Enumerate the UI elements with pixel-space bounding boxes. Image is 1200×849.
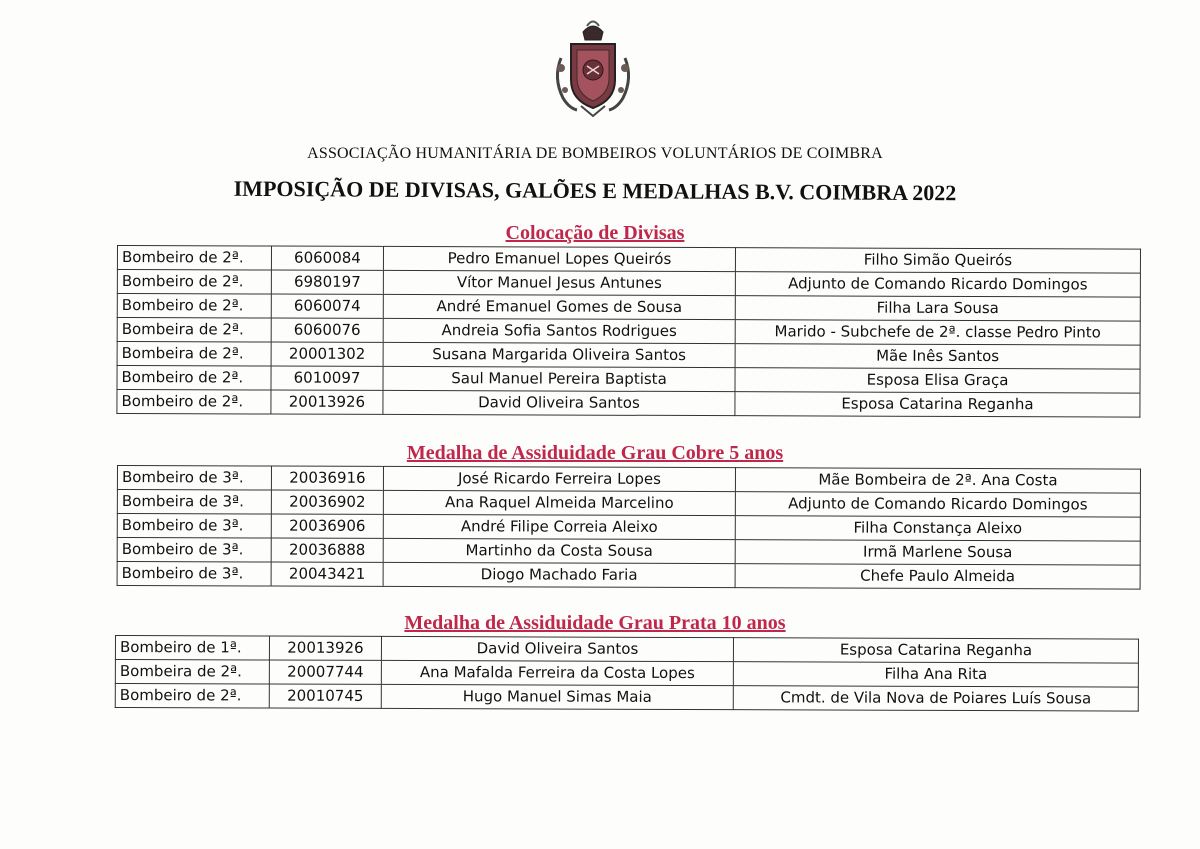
table-row <box>117 514 1140 542</box>
rank-cell: Bombeiro de 3ª. <box>117 514 271 539</box>
guest-cell: Mãe Bombeira de 2ª. Ana Costa <box>735 468 1140 493</box>
name-cell: Ana Mafalda Ferreira da Costa Lopes <box>381 660 733 685</box>
number-cell: 20043421 <box>271 562 383 586</box>
section-title-cobre: Medalha de Assiduidade Grau Cobre 5 anos <box>406 442 784 464</box>
table-row <box>117 490 1140 518</box>
name-cell: Andreia Sofia Santos Rodrigues <box>383 318 735 343</box>
name-cell: Hugo Manuel Simas Maia <box>381 684 733 709</box>
name-cell: José Ricardo Ferreira Lopes <box>383 466 735 491</box>
page-title: IMPOSIÇÃO DE DIVISAS, GALÕES E MEDALHAS B.V. COIMBRA 2022 <box>233 175 957 206</box>
name-cell: David Oliveira Santos <box>381 636 733 661</box>
name-cell: Vítor Manuel Jesus Antunes <box>383 270 735 295</box>
number-cell: 20036916 <box>271 466 383 490</box>
section-title-prata: Medalha de Assiduidade Grau Prata 10 anos <box>404 612 786 634</box>
rank-cell: Bombeira de 3ª. <box>117 490 271 515</box>
guest-cell: Adjunto de Comando Ricardo Domingos <box>735 492 1140 517</box>
guest-cell: Mãe Inês Santos <box>735 344 1140 369</box>
number-cell: 20013926 <box>271 390 383 414</box>
rank-cell: Bombeiro de 2ª. <box>117 294 271 319</box>
rank-cell: Bombeiro de 3ª. <box>117 538 271 563</box>
table-row <box>117 466 1140 494</box>
guest-cell: Esposa Catarina Reganha <box>733 638 1138 663</box>
guest-cell: Filha Constança Aleixo <box>735 516 1140 541</box>
table-row <box>117 562 1140 590</box>
number-cell: 6060084 <box>271 246 383 270</box>
name-cell: David Oliveira Santos <box>383 390 735 415</box>
table-cobre <box>117 465 1141 590</box>
guest-cell: Filho Simão Queirós <box>735 248 1140 273</box>
number-cell: 20007744 <box>269 660 381 684</box>
rank-cell: Bombeira de 2ª. <box>117 318 271 343</box>
number-cell: 20013926 <box>269 636 381 660</box>
guest-cell: Filha Lara Sousa <box>735 296 1140 321</box>
rank-cell: Bombeiro de 2ª. <box>117 390 271 415</box>
name-cell: Ana Raquel Almeida Marcelino <box>383 490 735 515</box>
table-row <box>117 538 1140 566</box>
table-row <box>117 318 1140 346</box>
table-row <box>117 270 1140 298</box>
number-cell: 20036906 <box>271 514 383 538</box>
table-row <box>117 246 1140 274</box>
name-cell: Martinho da Costa Sousa <box>383 538 735 563</box>
guest-cell: Chefe Paulo Almeida <box>735 564 1140 589</box>
table-divisas <box>116 245 1141 418</box>
name-cell: Diogo Machado Faria <box>383 562 735 587</box>
guest-cell: Adjunto de Comando Ricardo Domingos <box>735 272 1140 297</box>
table-row <box>115 636 1138 664</box>
table-row <box>117 342 1140 370</box>
table-row <box>117 390 1140 418</box>
guest-cell: Filha Ana Rita <box>733 662 1138 687</box>
name-cell: André Filipe Correia Aleixo <box>383 514 735 539</box>
number-cell: 20036888 <box>271 538 383 562</box>
table-row <box>117 366 1140 394</box>
number-cell: 20010745 <box>269 684 381 708</box>
number-cell: 6060074 <box>271 294 383 318</box>
rank-cell: Bombeiro de 2ª. <box>117 366 271 391</box>
table-prata <box>115 635 1139 712</box>
number-cell: 20036902 <box>271 490 383 514</box>
name-cell: André Emanuel Gomes de Sousa <box>383 294 735 319</box>
number-cell: 6060076 <box>271 318 383 342</box>
guest-cell: Irmã Marlene Sousa <box>735 540 1140 565</box>
section-title-divisas: Colocação de Divisas <box>505 222 685 244</box>
rank-cell: Bombeiro de 3ª. <box>117 466 271 491</box>
rank-cell: Bombeiro de 3ª. <box>117 562 271 587</box>
rank-cell: Bombeiro de 2ª. <box>115 684 269 709</box>
rank-cell: Bombeiro de 2ª. <box>117 270 271 295</box>
table-row <box>117 294 1140 322</box>
name-cell: Saul Manuel Pereira Baptista <box>383 366 735 391</box>
rank-cell: Bombeiro de 2ª. <box>117 246 271 271</box>
rank-cell: Bombeira de 2ª. <box>117 342 271 367</box>
guest-cell: Esposa Catarina Reganha <box>735 392 1140 417</box>
organization-name: ASSOCIAÇÃO HUMANITÁRIA DE BOMBEIROS VOLUNTÁRIOS DE COIMBRA <box>307 145 883 162</box>
guest-cell: Marido - Subchefe de 2ª. classe Pedro Pinto <box>735 320 1140 345</box>
number-cell: 6010097 <box>271 366 383 390</box>
guest-cell: Esposa Elisa Graça <box>735 368 1140 393</box>
name-cell: Susana Margarida Oliveira Santos <box>383 342 735 367</box>
rank-cell: Bombeiro de 1ª. <box>115 636 269 661</box>
guest-cell: Cmdt. de Vila Nova de Poiares Luís Sousa <box>733 686 1138 711</box>
table-row <box>115 660 1138 688</box>
coat-of-arms-icon <box>547 18 639 118</box>
rank-cell: Bombeira de 2ª. <box>115 660 269 685</box>
table-row <box>115 684 1138 712</box>
name-cell: Pedro Emanuel Lopes Queirós <box>383 246 735 271</box>
number-cell: 20001302 <box>271 342 383 366</box>
number-cell: 6980197 <box>271 270 383 294</box>
